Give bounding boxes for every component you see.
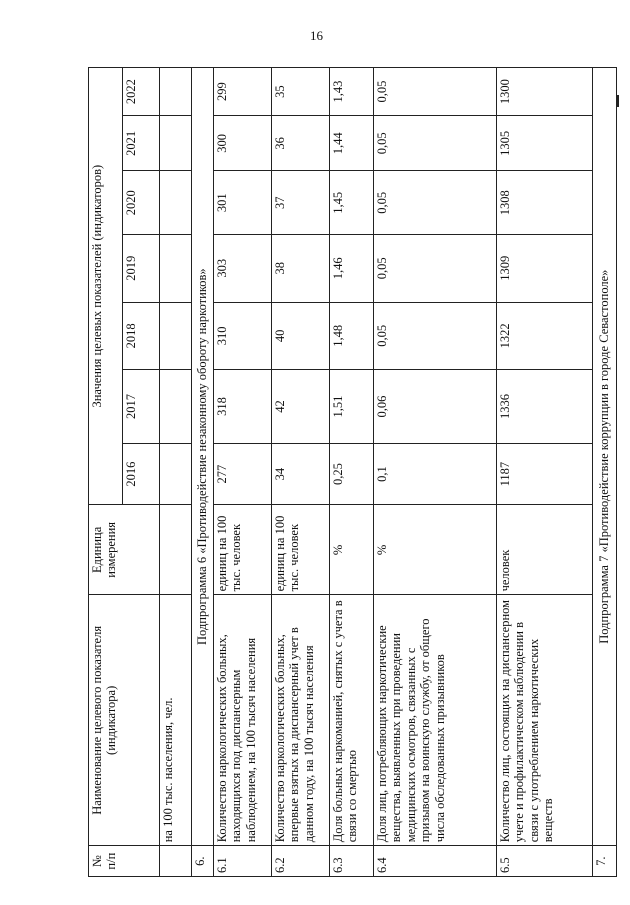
table-row [374, 68, 497, 877]
subprogram-6-title: Подпрограмма 6 «Противодействие незаконному обороту наркотиков» [192, 68, 214, 846]
year-2021: 2021 [123, 116, 160, 171]
carry-over-row [160, 68, 192, 877]
value-2021: 36 [272, 116, 330, 171]
value-2021: 1,44 [330, 116, 374, 171]
value-2021: 300 [214, 116, 272, 171]
table-row [330, 68, 374, 877]
header-values: Значения целевых показателей (индикаторов) [89, 68, 123, 505]
value-2018: 310 [214, 302, 272, 370]
row-name: Доля лиц, потребляющих наркотические вещества, выявленных при проведении медицинских осмотров, связанных с призывом на воинскую службу, от общего числа обследованных призывников [374, 595, 497, 846]
year-2018: 2018 [123, 302, 160, 370]
row-name: Количество наркологических больных, находящихся под диспансерным наблюдением, на 100 тысяч населения [214, 595, 272, 846]
subprogram-7-title: Подпрограмма 7 «Противодействие коррупции в городе Севастополе» [593, 68, 617, 846]
year-2020: 2020 [123, 171, 160, 234]
row-no: 6.1 [214, 846, 272, 877]
row-no: 6.3 [330, 846, 374, 877]
value-2017: 42 [272, 370, 330, 444]
header-row-1 [89, 68, 123, 877]
value-2019: 38 [272, 234, 330, 302]
row-no: 6.5 [497, 846, 593, 877]
year-2016: 2016 [123, 443, 160, 504]
row-name: Доля больных наркоманией, снятых с учета в связи со смертью [330, 595, 374, 846]
value-2017: 0,06 [374, 370, 497, 444]
value-2019: 1309 [497, 234, 593, 302]
value-2017: 1,51 [330, 370, 374, 444]
carry-over-text: на 100 тыс. населения, чел. [160, 595, 192, 846]
row-name: Количество наркологических больных, впервые взятых на диспансерный учет в данном году, на 100 тысяч населения [272, 595, 330, 846]
table-row [272, 68, 330, 877]
value-2019: 303 [214, 234, 272, 302]
value-2018: 40 [272, 302, 330, 370]
value-2017: 318 [214, 370, 272, 444]
value-2020: 1,45 [330, 171, 374, 234]
table-row [497, 68, 593, 877]
value-2022: 35 [272, 68, 330, 116]
value-2022: 1300 [497, 68, 593, 116]
value-2020: 0,05 [374, 171, 497, 234]
row-unit: единиц на 100 тыс. человек [214, 505, 272, 595]
subprogram-7-no: 7. [593, 846, 617, 877]
subprogram-6-no: 6. [192, 846, 214, 877]
value-2017: 1336 [497, 370, 593, 444]
value-2021: 0,05 [374, 116, 497, 171]
value-2019: 0,05 [374, 234, 497, 302]
value-2022: 299 [214, 68, 272, 116]
year-2022: 2022 [123, 68, 160, 116]
value-2022: 1,43 [330, 68, 374, 116]
value-2022: 0,05 [374, 68, 497, 116]
year-2019: 2019 [123, 234, 160, 302]
value-2018: 0,05 [374, 302, 497, 370]
table-row [214, 68, 272, 877]
value-2021: 1305 [497, 116, 593, 171]
value-2019: 1,46 [330, 234, 374, 302]
value-2018: 1,48 [330, 302, 374, 370]
header-name: Наименование целевого показателя (индикатора) [89, 595, 160, 846]
indicators-table [88, 67, 617, 877]
rotated-table-container [88, 67, 611, 877]
value-2016: 277 [214, 443, 272, 504]
value-2016: 1187 [497, 443, 593, 504]
row-name: Количество лиц, состоящих на диспансерном учете и профилактическом наблюдении в связи с употреблением наркотических веществ [497, 595, 593, 846]
page-number: 16 [310, 28, 323, 43]
subprogram-6-row [192, 68, 214, 877]
row-unit: единиц на 100 тыс. человек [272, 505, 330, 595]
value-2016: 0,1 [374, 443, 497, 504]
row-unit: % [330, 505, 374, 595]
header-no: № п/п [89, 846, 160, 877]
row-unit: человек [497, 505, 593, 595]
header-unit: Единица измерения [89, 505, 160, 595]
value-2016: 34 [272, 443, 330, 504]
row-no: 6.4 [374, 846, 497, 877]
value-2020: 1308 [497, 171, 593, 234]
row-unit: % [374, 505, 497, 595]
year-2017: 2017 [123, 370, 160, 444]
value-2020: 301 [214, 171, 272, 234]
subprogram-7-row [593, 68, 617, 877]
value-2018: 1322 [497, 302, 593, 370]
value-2020: 37 [272, 171, 330, 234]
row-no: 6.2 [272, 846, 330, 877]
value-2016: 0,25 [330, 443, 374, 504]
